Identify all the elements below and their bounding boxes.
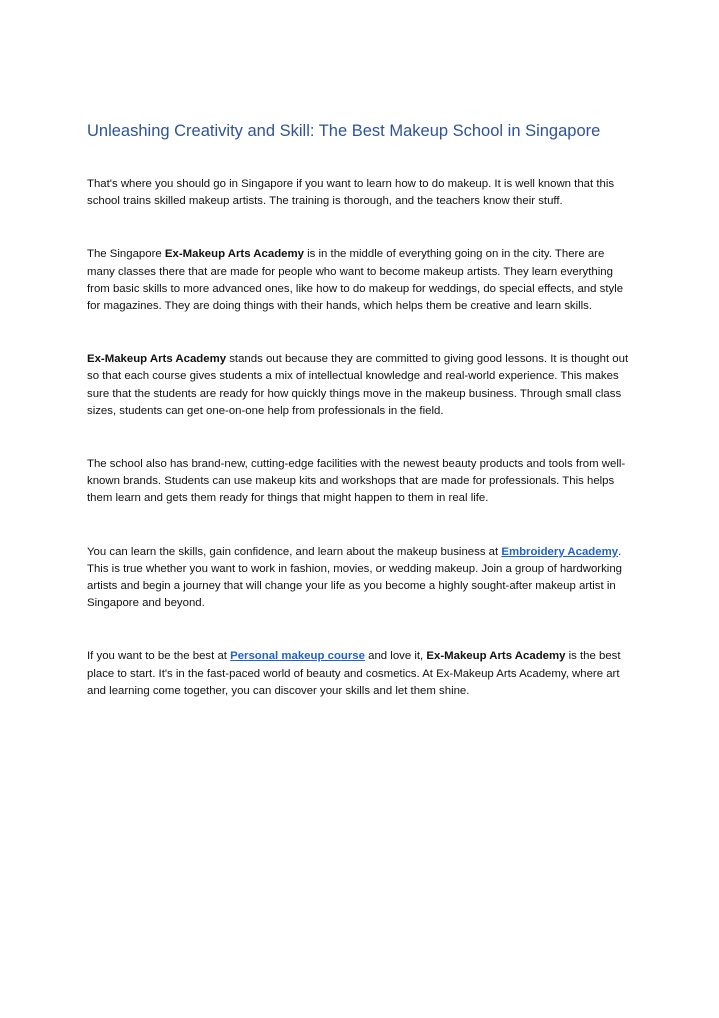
- personal-makeup-course-link[interactable]: Personal makeup course: [230, 650, 365, 663]
- academy-name-bold: Ex-Makeup Arts Academy: [87, 353, 227, 366]
- paragraph-commitment-post: stands out because they are committed to giving good lessons. It is thought out so that each course gives students a mix of intellectual knowledge and real-world experience. This makes sure that the students are ready for how quickly things move in the makeup business. Through small class sizes, students can get one-on-one help from professionals in the field.: [87, 353, 629, 417]
- paragraph-career: [87, 544, 635, 613]
- paragraph-conclusion-mid: and love it,: [364, 650, 427, 663]
- document-content: [87, 120, 635, 700]
- paragraph-career-pre: You can learn the skills, gain confidence, and learn about the makeup business at: [87, 545, 502, 558]
- paragraph-commitment: [87, 351, 635, 420]
- page-title: Unleashing Creativity and Skill: The Best Makeup School in Singapore: [87, 122, 601, 140]
- paragraph-academy-location: [87, 246, 635, 315]
- paragraph-facilities: [87, 456, 635, 508]
- paragraph-conclusion: [87, 648, 635, 700]
- paragraph-career-post: . This is true whether you want to work in fashion, movies, or wedding makeup. Join a group of hardworking artists and begin a journey that will change your life as you become a highly sought-after makeup artist in Singapore and beyond.: [87, 545, 622, 610]
- embroidery-academy-link[interactable]: Embroidery Academy: [501, 545, 619, 558]
- paragraph-intro: [87, 176, 635, 210]
- academy-name-bold: Ex-Makeup Arts Academy: [426, 650, 566, 663]
- paragraph-conclusion-post: is the best place to start. It's in the fast-paced world of beauty and cosmetics. At Ex-Makeup Arts Academy, where art and learning come together, you can discover your skills and let them shine.: [87, 650, 621, 697]
- paragraph-academy-location-post: is in the middle of everything going on in the city. There are many classes there that are made for people who want to become makeup artists. They learn everything from basic skills to more advanced ones, like how to do makeup for weddings, do special effects, and style for magazines. They are doing things with their hands, which helps them be creative and learn skills.: [87, 248, 624, 313]
- paragraph-facilities-text: The school also has brand-new, cutting-edge facilities with the newest beauty products and tools from well-known brands. Students can use makeup kits and workshops that are made for professionals. This helps them learn and gets them ready for things that might happen to them in real life.: [87, 458, 626, 505]
- academy-name-bold: Ex-Makeup Arts Academy: [164, 248, 304, 261]
- paragraph-academy-location-pre: The Singapore: [87, 248, 165, 261]
- paragraph-conclusion-pre: If you want to be the best at: [87, 650, 231, 663]
- paragraph-intro-text: That's where you should go in Singapore if you want to learn how to do makeup. It is well known that this school trains skilled makeup artists. The training is thorough, and the teachers know their stuff.: [87, 178, 615, 208]
